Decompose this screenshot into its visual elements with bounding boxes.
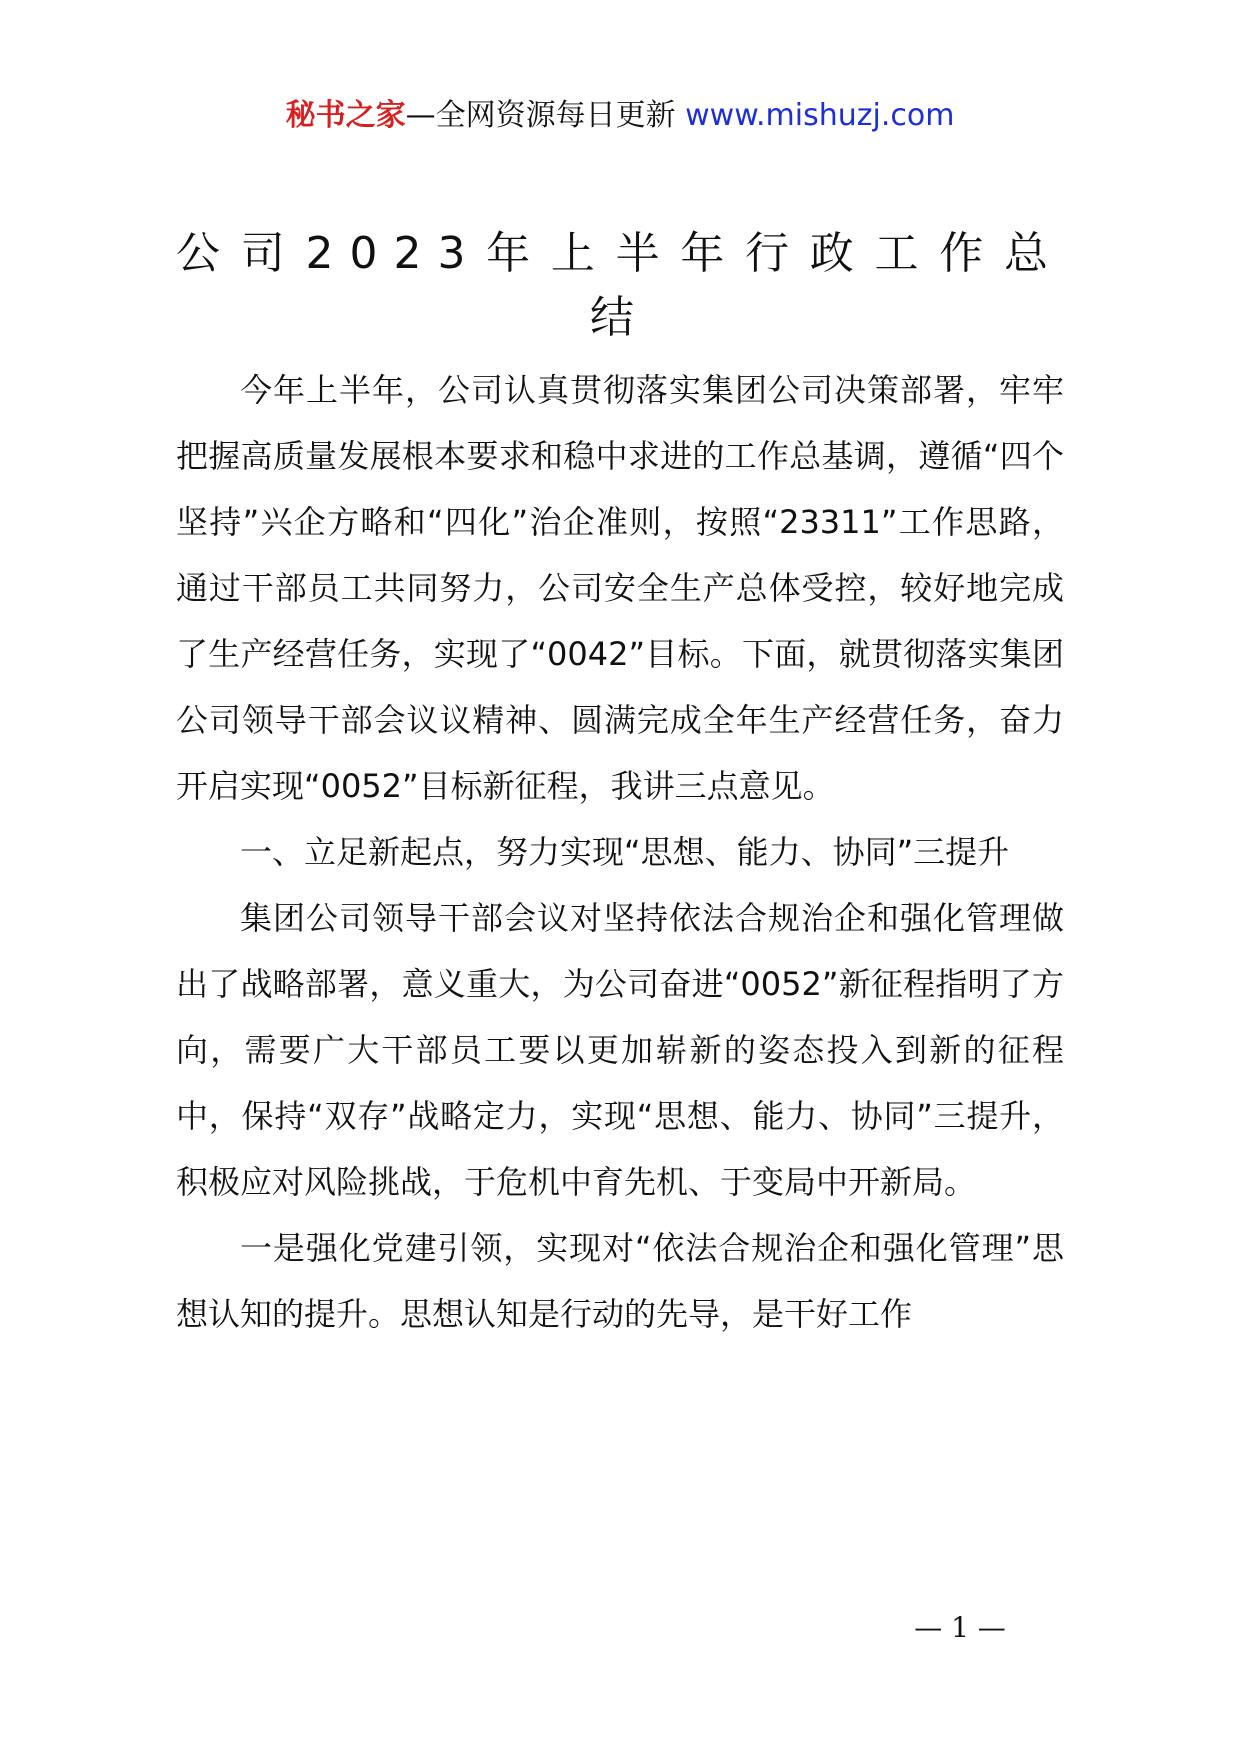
site-url-link[interactable]: www.mishuzj.com: [685, 98, 955, 133]
section-heading-1: 一、立足新起点，努力实现“思想、能力、协同”三提升: [240, 833, 1010, 871]
page-number: — 1 —: [914, 1611, 1006, 1644]
intro-paragraph: 今年上半年，公司认真贯彻落实集团公司决策部署，牢牢把握高质量发展根本要求和稳中求进的工作总基调，遵循“四个坚持”兴企方略和“四化”治企准则，按照“23311”工作思路，通过干部员工共同努力，公司安全生产总体受控，较好地完成了生产经营任务，实现了“0042”目标。下面，就贯彻落实集团公司领导干部会议议精神、圆满完成全年生产经营任务，奋力开启实现“0052”目标新征程，我讲三点意见。: [176, 371, 1064, 805]
body-paragraph: 集团公司领导干部会议对坚持依法合规治企和强化管理做出了战略部署，意义重大，为公司奋进“0052”新征程指明了方向，需要广大干部员工要以更加崭新的姿态投入到新的征程中，保持“双存”战略定力，实现“思想、能力、协同”三提升，积极应对风险挑战，于危机中育先机、于变局中开新局。: [176, 899, 1064, 1201]
document-title: 公司2023年上半年行政工作总结: [176, 228, 1064, 343]
document-body: [176, 357, 1064, 1347]
brand-name: 秘书之家: [285, 98, 406, 133]
site-header: [0, 96, 1240, 136]
body-paragraph: 一是强化党建引领，实现对“依法合规治企和强化管理”思想认知的提升。思想认知是行动的先导，是干好工作: [176, 1229, 1064, 1333]
header-tagline: —全网资源每日更新: [405, 98, 686, 133]
